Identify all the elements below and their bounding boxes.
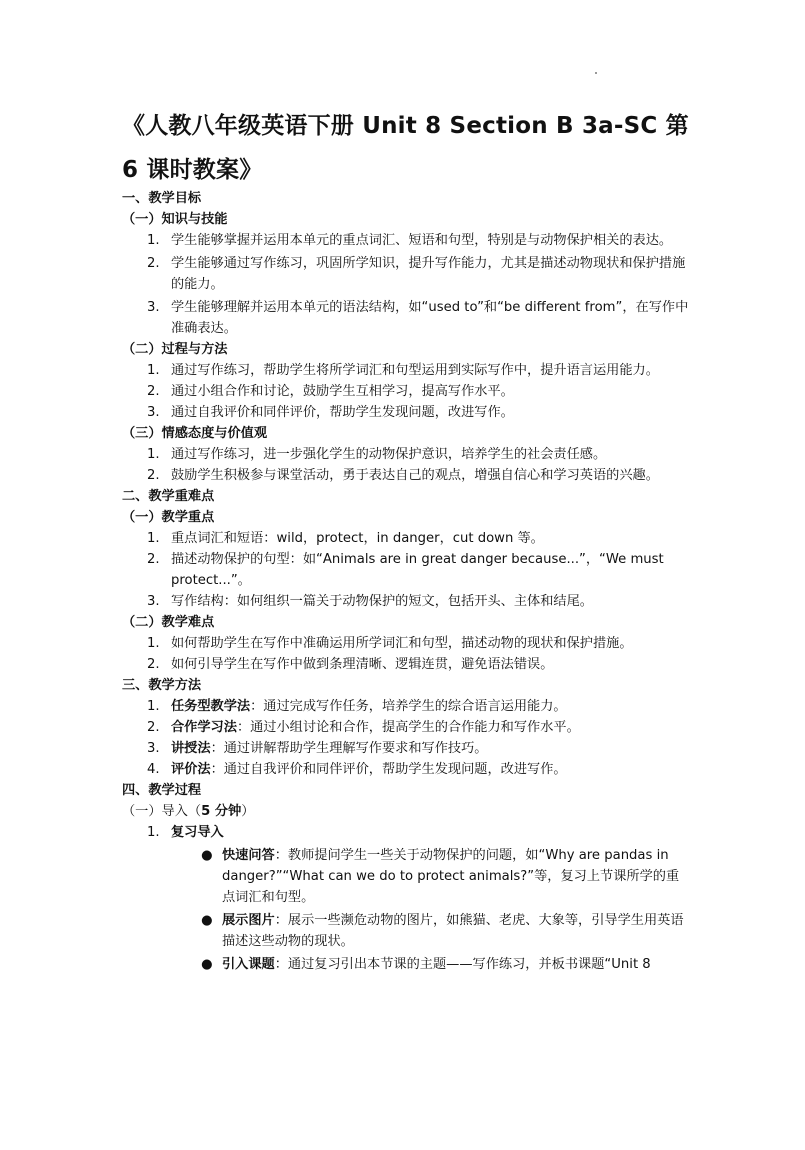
subsection-heading-difficulty: （二）教学难点: [122, 615, 215, 630]
bullet-item: ● 引入课题：通过复习引出本节课的主题——写作练习，并板书课题“Unit 8: [201, 957, 651, 972]
list-item: 1. 复习导入: [147, 825, 224, 840]
list-item: 2. 学生能够通过写作练习，巩固所学知识，提升写作能力，尤其是描述动物现状和保护措施的能力。: [147, 256, 686, 292]
list-item: 4. 评价法：通过自我评价和同伴评价，帮助学生发现问题，改进写作。: [147, 762, 567, 777]
list-item: 2. 鼓励学生积极参与课堂活动，勇于表达自己的观点，增强自信心和学习英语的兴趣。: [147, 468, 659, 483]
subsection-heading-knowledge: （一）知识与技能: [122, 212, 228, 227]
list-item: 3. 讲授法：通过讲解帮助学生理解写作要求和写作技巧。: [147, 741, 488, 756]
section-heading-objectives: 一、教学目标: [122, 191, 202, 206]
list-item: 1. 学生能够掌握并运用本单元的重点词汇、短语和句型，特别是与动物保护相关的表达。: [147, 233, 673, 248]
section-heading-process: 四、教学过程: [122, 783, 202, 798]
subsection-heading-attitude: （三）情感态度与价值观: [122, 426, 268, 441]
section-heading-key-points: 二、教学重难点: [122, 489, 215, 504]
list-item: 1. 通过写作练习，进一步强化学生的动物保护意识，培养学生的社会责任感。: [147, 447, 607, 462]
subsection-heading-focus: （一）教学重点: [122, 510, 215, 525]
list-item: 1. 任务型教学法：通过完成写作任务，培养学生的综合语言运用能力。: [147, 699, 567, 714]
bullet-item: ● 快速问答：教师提问学生一些关于动物保护的问题，如“Why are pandas in danger?”“What can we do to protect animals?”等，复习上节课所学的重点词汇和句型。: [201, 848, 680, 905]
list-item: 3. 学生能够理解并运用本单元的语法结构，如“used to”和“be different from”，在写作中准确表达。: [147, 300, 689, 336]
document-body: [122, 188, 692, 975]
list-item: 2. 如何引导学生在写作中做到条理清晰、逻辑连贯，避免语法错误。: [147, 657, 554, 672]
list-item: 1. 重点词汇和短语：wild，protect，in danger，cut down 等。: [147, 531, 544, 546]
list-item: 2. 通过小组合作和讨论，鼓励学生互相学习，提高写作水平。: [147, 384, 514, 399]
page-title: 《人教八年级英语下册 Unit 8 Section B 3a-SC 第 6 课时教案》: [122, 113, 689, 183]
bullet-item: ● 展示图片：展示一些濒危动物的图片，如熊猫、老虎、大象等，引导学生用英语描述这些动物的现状。: [201, 913, 684, 949]
list-item: 2. 描述动物保护的句型：如“Animals are in great danger because...”，“We must protect...”。: [147, 552, 664, 588]
list-item: 3. 写作结构：如何组织一篇关于动物保护的短文，包括开头、主体和结尾。: [147, 594, 593, 609]
list-item: 2. 合作学习法：通过小组讨论和合作，提高学生的合作能力和写作水平。: [147, 720, 580, 735]
list-item: 1. 如何帮助学生在写作中准确运用所学词汇和句型，描述动物的现状和保护措施。: [147, 636, 633, 651]
subsection-heading-intro: （一）导入（5 分钟）: [122, 804, 255, 819]
section-heading-methods: 三、教学方法: [122, 678, 202, 693]
list-item: 1. 通过写作练习，帮助学生将所学词汇和句型运用到实际写作中，提升语言运用能力。: [147, 363, 659, 378]
subsection-heading-process: （二）过程与方法: [122, 342, 228, 357]
scan-mark: [595, 72, 597, 74]
list-item: 3. 通过自我评价和同伴评价，帮助学生发现问题，改进写作。: [147, 405, 514, 420]
